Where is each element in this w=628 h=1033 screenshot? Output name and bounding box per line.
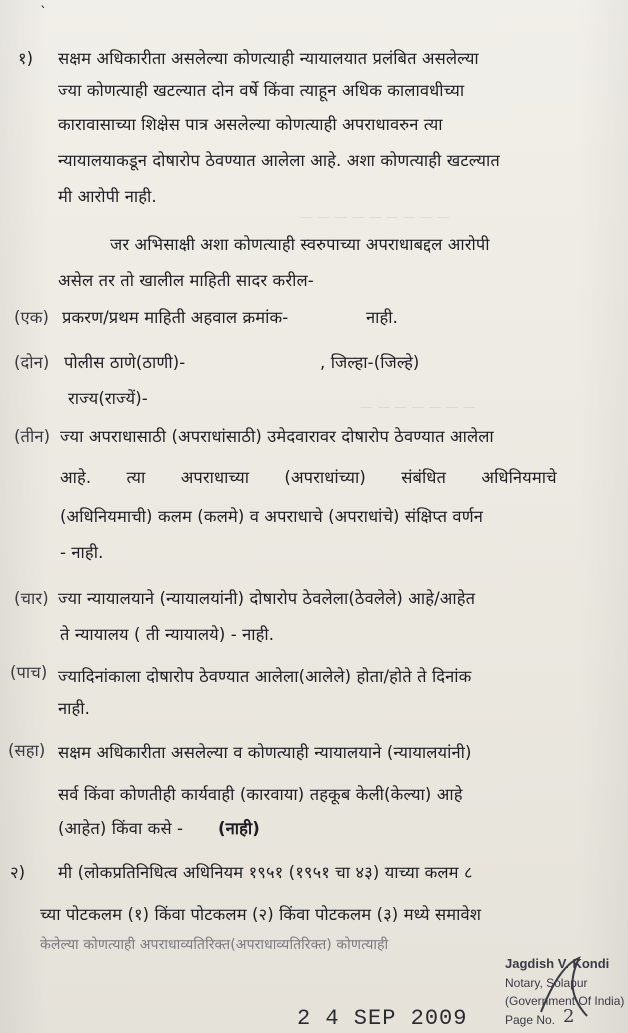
- item-ek-label: (एक): [14, 308, 50, 327]
- intro-line: असेल तर तो खालील माहिती सादर करील-: [58, 271, 314, 290]
- item-teen-line: (अधिनियमाची) कलम (कलमे) व अपराधाचे (अपराधांचे) संक्षिप्त वर्णन: [60, 507, 483, 526]
- item-teen-line: ज्या अपराधासाठी (अपराधांसाठी) उमेदवारावर दोषारोप ठेवण्यात आलेला: [60, 427, 494, 446]
- clause1-line: सक्षम अधिकारीता असलेल्या कोणत्याही न्यायालयात प्रलंबित असलेल्या: [58, 49, 479, 68]
- bleed-through-text: — — — — — — — — —: [300, 210, 451, 225]
- notary-name: Jagdish V. Kondi: [505, 956, 610, 971]
- item-pach-line: ज्यादिनांकाला दोषारोप ठेवण्यात आलेला(आलेले) होता/होते ते दिनांक: [58, 667, 472, 686]
- clause2-number: २): [10, 863, 26, 882]
- bleed-through-text: — — — — — — —: [360, 400, 476, 415]
- item-don-district: , जिल्हा-(जिल्हे): [320, 353, 420, 372]
- clause1-line: मी आरोपी नाही.: [58, 187, 157, 206]
- item-saha-answer: (नाही): [218, 819, 260, 838]
- clause1-number: १): [18, 49, 34, 68]
- item-don-state: राज्य(राज्यें)-: [68, 389, 148, 408]
- item-ek-text: प्रकरण/प्रथम माहिती अहवाल क्रमांक-: [62, 308, 289, 327]
- clause2-line: च्या पोटकलम (१) किंवा पोटकलम (२) किंवा पोटकलम (३) मध्ये समावेश: [40, 905, 482, 924]
- item-char-line: ज्या न्यायालयाने (न्यायालयांनी) दोषारोप ठेवलेला(ठेवलेले) आहे/आहेत: [58, 589, 476, 608]
- clause2-line: केलेल्या कोणत्याही अपराधाव्यतिरिक्त(अपराधाव्यतिरिक्त) कोणत्याही: [40, 937, 389, 953]
- clause2-line: मी (लोकप्रतिनिधित्व अधिनियम १९५१ (१९५१ चा ४३) याच्या कलम ८: [58, 863, 473, 882]
- intro-line: जर अभिसाक्षी अशा कोणत्याही स्वरुपाच्या अपराधाबद्दल आरोपी: [110, 235, 490, 254]
- item-teen-label: (तीन): [14, 427, 51, 446]
- item-saha-label: (सहा): [8, 741, 46, 760]
- item-don-label: (दोन): [14, 353, 50, 372]
- notary-page-number: 2: [563, 1006, 575, 1027]
- item-don-police: पोलीस ठाणे(ठाणी)-: [64, 353, 186, 372]
- clause1-line: कारावासाच्या शिक्षेस पात्र असलेल्या कोणत्याही अपराधावरुन त्या: [58, 115, 443, 134]
- notary-stamp: [505, 956, 628, 1033]
- item-char-line: ते न्यायालय ( ती न्यायालये) - नाही.: [60, 625, 275, 644]
- item-saha-line: (आहेत) किंवा कसे -: [58, 819, 184, 838]
- signature-scribble: [535, 952, 595, 1024]
- notary-government: (Government Of India): [505, 994, 625, 1008]
- clause1-line: ज्या कोणत्याही खटल्यात दोन वर्षे किंवा त्याहून अधिक कालावधीच्या: [58, 81, 465, 100]
- item-teen-line: - नाही.: [60, 543, 104, 562]
- date-stamp: 2 4 SEP 2009: [297, 1006, 468, 1031]
- item-saha-line: सर्व किंवा कोणतीही कार्यवाही (कारवाया) तहकूब केली(केल्या) आहे: [58, 785, 463, 804]
- clause1-line: न्यायालयाकडून दोषारोप ठेवण्यात आलेला आहे. अशा कोणत्याही खटल्यात: [58, 151, 500, 170]
- item-ek-answer: नाही.: [366, 308, 399, 327]
- item-char-label: (चार): [14, 589, 49, 608]
- item-pach-label: (पाच): [10, 663, 48, 682]
- item-pach-line: नाही.: [58, 699, 91, 718]
- notary-location: Notary, Solapur: [505, 976, 588, 990]
- item-saha-line: सक्षम अधिकारीता असलेल्या व कोणत्याही न्यायालयाने (न्यायालयांनी): [58, 743, 472, 762]
- notary-page-label: Page No.: [505, 1013, 556, 1027]
- top-mark: `: [40, 5, 48, 21]
- item-teen-line: आहे. त्या अपराधाच्या (अपराधांच्या) संबंधित अधिनियमाचे: [60, 468, 557, 487]
